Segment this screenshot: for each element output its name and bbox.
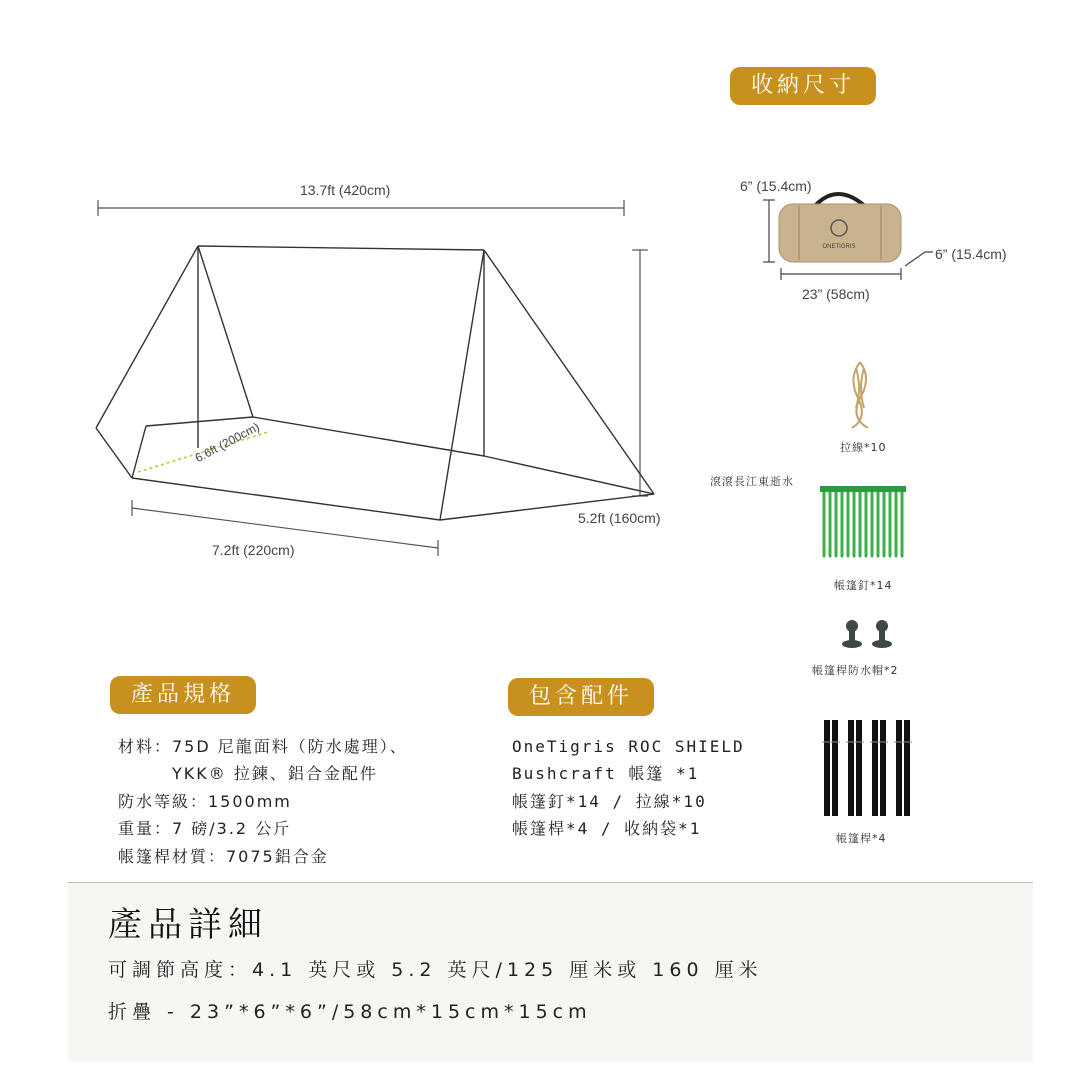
stakes-label: 帳篷釘*14 — [834, 579, 893, 592]
storage-size-badge: 收納尺寸 — [730, 67, 876, 105]
included-line: Bushcraft 帳篷 *1 — [512, 764, 700, 783]
slogan-text: 滾滾長江東逝水 — [710, 475, 794, 488]
pole-caps-label: 帳篷桿防水帽*2 — [812, 664, 899, 677]
details-title: 產品詳細 — [108, 905, 268, 945]
details-line: 可調節高度：4.1 英尺或 5.2 英尺/125 厘米或 160 厘米 — [108, 959, 763, 981]
details-line: 折疊 - 23”*6”*6”/58cm*15cm*15cm — [108, 1001, 592, 1023]
tent-stakes-icon — [818, 484, 914, 564]
tent-length-label: 7.2ft (220cm) — [212, 542, 295, 558]
included-line: 帳篷釘*14 / 拉線*10 — [512, 792, 707, 811]
tent-height-label: 5.2ft (160cm) — [578, 510, 661, 526]
tent-inner-label: 6.6ft (200cm) — [192, 419, 262, 466]
guy-line-icon — [838, 358, 882, 432]
poles-label: 帳篷桿*4 — [836, 832, 887, 845]
specs-badge: 產品規格 — [110, 676, 256, 714]
product-details-panel — [68, 882, 1033, 1061]
spec-line: 帳篷桿材質：7075鋁合金 — [118, 847, 329, 866]
included-line: 帳篷桿*4 / 收納袋*1 — [512, 819, 702, 838]
tent-width-label: 13.7ft (420cm) — [300, 182, 391, 198]
spec-line: 材料：75D 尼龍面料（防水處理）、 — [118, 737, 408, 756]
guy-line-label: 拉線*10 — [840, 441, 887, 454]
pole-caps-icon — [838, 616, 898, 652]
spec-line: YKK® 拉鍊、鋁合金配件 — [118, 764, 378, 783]
svg-text:ONETIGRIS: ONETIGRIS — [822, 244, 856, 250]
included-badge: 包含配件 — [508, 678, 654, 716]
bag-length-label: 23” (58cm) — [802, 286, 870, 302]
bag-height-label: 6” (15.4cm) — [740, 178, 812, 194]
storage-bag — [755, 180, 935, 300]
included-line: OneTigris ROC SHIELD — [512, 737, 745, 756]
bag-depth-label: 6” (15.4cm) — [935, 246, 1007, 262]
spec-line: 重量：7 磅/3.2 公斤 — [118, 819, 292, 838]
tent-poles-icon — [818, 712, 918, 822]
spec-line: 防水等級：1500mm — [118, 792, 292, 811]
